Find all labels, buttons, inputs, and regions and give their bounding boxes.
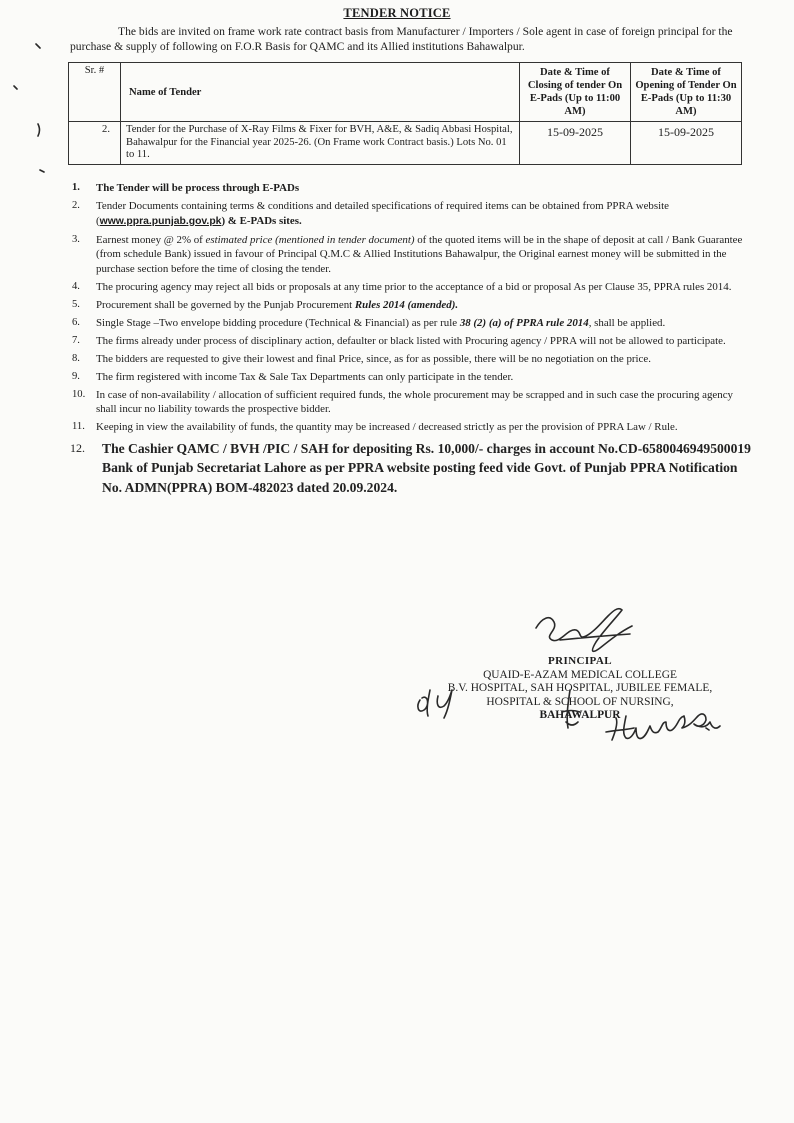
col-header-name: Name of Tender [121,63,520,122]
col-header-closing: Date & Time of Closing of tender On E-Pads (Up to 11:00 AM) [520,63,631,122]
col-header-opening: Date & Time of Opening of Tender On E-Pads (Up to 11:30 AM) [631,63,742,122]
list-number: 3. [72,233,80,245]
list-number: 11. [72,421,85,433]
list-number: 10. [72,388,86,400]
list-text: Procurement shall be governed by the Punjab Procurement [96,298,355,311]
list-text-bold-italic: 38 (2) (a) of PPRA rule 2014 [459,316,589,329]
tender-table [68,62,742,165]
list-number: 9. [72,370,80,382]
list-number: 12. [70,440,85,455]
list-text: , shall be applied. [588,316,666,329]
list-item [72,370,752,385]
cell-closing-date: 15-09-2025 [520,122,631,165]
list-number: 8. [72,352,80,364]
list-item [72,280,752,295]
cell-tender-name: Tender for the Purchase of X-Ray Films & Fixer for BVH, A&E, & Sadiq Abbasi Hospital, Bahawalpur for the Financial year 2025-26. (On Frame work Contract basis.) Lots No. 01 to 11. [121,122,520,165]
list-item [70,439,752,497]
list-text: The Tender will be process through E-PADs [96,182,300,194]
cell-opening-date: 15-09-2025 [631,122,742,165]
list-text: of the quoted items will be in the shape of deposit at call / Bank Guarantee (from schedule Bank) issued in favour of Principal Q.M.C & Allied Institutions Bahawalpur, the Original earnest money will be submitted in the purchase section before the time of closing the tender. [96,233,743,275]
list-item [72,388,752,417]
col-header-sr: Sr. # [69,63,121,122]
list-number: 1. [72,182,80,193]
cell-sr: 2. [69,122,121,165]
margin-mark-icon [14,44,44,172]
list-item [72,316,752,331]
list-item [72,199,752,229]
notice-intro: The bids are invited on frame work rate contract basis from Manufacturer / Importers / Sole agent in case of foreign principal for the purchase & supply of following on F.O.R Basis for QAMC and its Allied institutions Bahawalpur. [70,25,733,53]
list-text: ) & E-PADs sites. [221,214,302,227]
signature-line-1: QUAID-E-AZAM MEDICAL COLLEGE [483,668,677,681]
list-text: The Cashier QAMC / BVH /PIC / SAH for depositing Rs. 10,000/- charges in account No.CD-6580046949500019 Bank of Punjab Secretariat Lahore as per PPRA website posting feed vide Govt. of Punjab PPRA Notification No. ADMN(PPRA) BOM-482023 dated 20.09.2024. [102,440,751,495]
list-text: The firms already under process of disciplinary action, defaulter or black listed with Procuring agency / PPRA will not be allowed to participate. [96,334,726,347]
signature-line-4: BAHAWALPUR [539,709,621,722]
list-number: 5. [72,298,80,310]
list-text: Tender Documents containing terms & conditions and detailed specifications of required items can be obtained from PPRA website ( [96,199,669,227]
list-number: 7. [72,334,80,346]
table-row [69,122,742,165]
list-item [72,334,752,349]
principal-designation: PRINCIPAL [548,655,612,667]
list-text: Single Stage –Two envelope bidding procedure (Technical & Financial) as per rule [96,316,460,329]
list-number: 4. [72,280,80,292]
signature-line-3: HOSPITAL & SCHOOL OF NURSING, [486,695,674,708]
list-text: Keeping in view the availability of funds, the quantity may be increased / decreased strictly as per the provision of PPRA Law / Rule. [96,421,678,434]
list-item [72,233,752,277]
ppra-website-link[interactable]: www.ppra.punjab.gov.pk [99,215,222,227]
list-item [72,352,752,367]
list-item [72,298,752,313]
list-text-italic: estimated price (mentioned in tender document) [205,233,415,246]
principal-signature-icon [536,609,632,652]
list-number: 2. [72,199,80,211]
notice-title: TENDER NOTICE [343,6,451,20]
list-text: In case of non-availability / allocation of sufficient required funds, the whole procurement may be scrapped and in such case the procuring agency shall incur no liability towards the prospective bidder. [96,388,733,416]
table-header-row [69,63,742,122]
signature-block [410,655,750,723]
list-item [72,181,752,196]
list-text: The bidders are requested to give their lowest and final Price, since, as for as possible, there will be no negotiation on the price. [96,352,651,365]
signature-line-2: B.V. HOSPITAL, SAH HOSPITAL, JUBILEE FEMALE, [447,682,713,695]
list-text: Earnest money @ 2% of [96,233,206,246]
list-text-bold-italic: Rules 2014 (amended). [354,298,459,311]
terms-list [70,181,752,500]
list-number: 6. [72,316,80,328]
list-text: The procuring agency may reject all bids or proposals at any time prior to the acceptance of a bid or proposal As per Clause 35, PPRA rules 2014. [96,280,732,293]
list-item [72,420,752,435]
list-text: The firm registered with income Tax & Sale Tax Departments can only participate in the tender. [96,370,514,383]
